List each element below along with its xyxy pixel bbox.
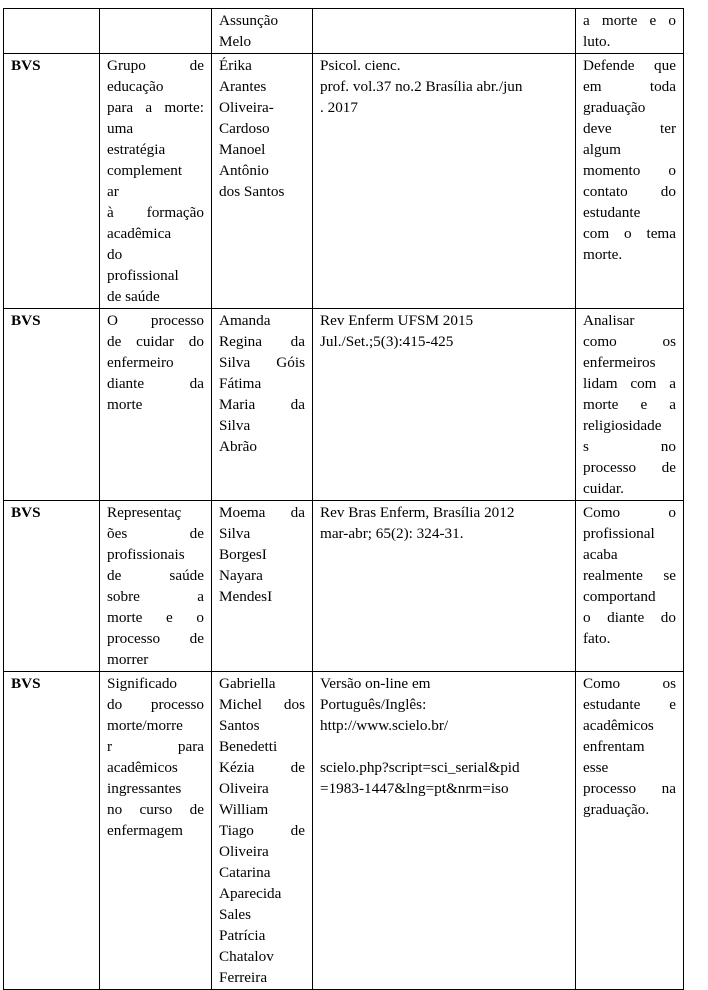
source-cell bbox=[313, 309, 576, 501]
cell-line: diante da bbox=[107, 375, 204, 392]
cell-line: enfrentam bbox=[583, 738, 645, 755]
cell-line: scielo.php?script=sci_serial&pid bbox=[320, 759, 520, 776]
table-row bbox=[4, 672, 684, 990]
cell-line: enfermagem bbox=[107, 822, 183, 839]
cell-line: mar-abr; 65(2): 324-31. bbox=[320, 525, 464, 542]
cell-line: acadêmica bbox=[107, 225, 172, 242]
title-cell bbox=[100, 501, 212, 672]
cell-line: momento o bbox=[583, 162, 676, 179]
cell-line: Significado bbox=[107, 675, 178, 692]
cell-line: Português/Inglês: bbox=[320, 696, 427, 713]
cell-line: contato do bbox=[583, 183, 676, 200]
cell-line: ingressantes bbox=[107, 780, 182, 797]
cell-line: Como o bbox=[583, 504, 676, 521]
cell-line: r para bbox=[107, 738, 204, 755]
cell-line: Psicol. cienc. bbox=[320, 57, 401, 74]
cell-line: Manoel bbox=[219, 141, 266, 158]
cell-line: MendesI bbox=[219, 588, 273, 605]
cell-line: com o tema bbox=[583, 225, 676, 242]
cell-line: do bbox=[107, 246, 123, 263]
cell-line: Regina da bbox=[219, 333, 305, 350]
cell-line: morte e o bbox=[107, 609, 204, 626]
cell-line: sobre a bbox=[107, 588, 204, 605]
cell-line: Rev Enferm UFSM 2015 bbox=[320, 312, 474, 329]
cell-line: algum bbox=[583, 141, 621, 158]
objective-cell bbox=[576, 309, 684, 501]
cell-line: Amanda bbox=[219, 312, 271, 329]
cell-line: Ferreira bbox=[219, 969, 268, 986]
cell-line: de cuidar do bbox=[107, 333, 204, 350]
cell-line: s no bbox=[583, 438, 676, 455]
cell-line: morrer bbox=[107, 651, 149, 668]
cell-line: enfermeiros bbox=[583, 354, 656, 371]
objective-cell bbox=[576, 9, 684, 54]
cell-line: cuidar. bbox=[583, 480, 624, 497]
cell-line: Moema da bbox=[219, 504, 305, 521]
cell-line: Como os bbox=[583, 675, 676, 692]
cell-line: Silva Góis bbox=[219, 354, 305, 371]
cell-line: deve ter bbox=[583, 120, 676, 137]
cell-line: ões de bbox=[107, 525, 204, 542]
cell-line: processo de bbox=[583, 459, 676, 476]
cell-line: graduação. bbox=[583, 801, 650, 818]
cell-line: uma bbox=[107, 120, 134, 137]
source-cell bbox=[313, 501, 576, 672]
cell-line: Defende que bbox=[583, 57, 676, 74]
cell-line: Gabriella bbox=[219, 675, 276, 692]
cell-line: Fátima bbox=[219, 375, 262, 392]
cell-line: Sales bbox=[219, 906, 252, 923]
cell-line: profissional bbox=[583, 525, 655, 542]
cell-line: no curso de bbox=[107, 801, 204, 818]
cell-line: Aparecida bbox=[219, 885, 282, 902]
cell-line: luto. bbox=[583, 33, 611, 50]
cell-line: Silva bbox=[219, 417, 251, 434]
cell-line: Oliveira bbox=[219, 843, 269, 860]
cell-line: http://www.scielo.br/ bbox=[320, 717, 449, 734]
cell-line: Antônio bbox=[219, 162, 269, 179]
cell-line: como os bbox=[583, 333, 676, 350]
cell-line: de saúde bbox=[107, 288, 160, 305]
cell-line: Chatalov bbox=[219, 948, 274, 965]
cell-line: Abrão bbox=[219, 438, 257, 455]
cell-line: a morte e o bbox=[583, 12, 676, 29]
cell-line: Analisar bbox=[583, 312, 635, 329]
cell-line: estratégia bbox=[107, 141, 166, 158]
cell-line: lidam com a bbox=[583, 375, 676, 392]
title-cell bbox=[100, 9, 212, 54]
cell-line: Michel dos bbox=[219, 696, 305, 713]
objective-cell bbox=[576, 54, 684, 309]
cell-line: em toda bbox=[583, 78, 676, 95]
cell-line: Grupo de bbox=[107, 57, 204, 74]
cell-line: Érika bbox=[219, 57, 252, 74]
cell-line: complement bbox=[107, 162, 183, 179]
cell-line: acadêmicos bbox=[107, 759, 178, 776]
database-cell bbox=[4, 9, 100, 54]
cell-line: para a morte: bbox=[107, 99, 204, 116]
cell-line: Kézia de bbox=[219, 759, 305, 776]
cell-line: estudante e bbox=[583, 696, 676, 713]
cell-line: acadêmicos bbox=[583, 717, 654, 734]
cell-line: enfermeiro bbox=[107, 354, 174, 371]
cell-line: Patrícia bbox=[219, 927, 266, 944]
cell-line: religiosidade bbox=[583, 417, 662, 434]
cell-line: morte/morre bbox=[107, 717, 183, 734]
cell-line: fato. bbox=[583, 630, 611, 647]
cell-line: William bbox=[219, 801, 269, 818]
cell-line: Melo bbox=[219, 33, 252, 50]
cell-line: Silva bbox=[219, 525, 251, 542]
cell-line: BorgesI bbox=[219, 546, 267, 563]
title-cell bbox=[100, 672, 212, 990]
authors-cell bbox=[212, 672, 313, 990]
cell-line: processo de bbox=[107, 630, 204, 647]
cell-line: Catarina bbox=[219, 864, 271, 881]
cell-line: morte. bbox=[583, 246, 623, 263]
cell-line: Arantes bbox=[219, 78, 267, 95]
cell-line: comportand bbox=[583, 588, 656, 605]
cell-line: Representaç bbox=[107, 504, 182, 521]
cell-line: o diante do bbox=[583, 609, 676, 626]
cell-line: morte bbox=[107, 396, 143, 413]
authors-cell bbox=[212, 54, 313, 309]
database-cell: BVS bbox=[4, 309, 100, 501]
cell-line: prof. vol.37 no.2 Brasília abr./jun bbox=[320, 78, 523, 95]
cell-line: realmente se bbox=[583, 567, 676, 584]
objective-cell bbox=[576, 501, 684, 672]
cell-line: Versão on-line em bbox=[320, 675, 431, 692]
cell-line: de saúde bbox=[107, 567, 204, 584]
table-body bbox=[4, 9, 684, 990]
source-cell bbox=[313, 54, 576, 309]
cell-line: à formação bbox=[107, 204, 204, 221]
cell-line: educação bbox=[107, 78, 164, 95]
cell-line: graduação bbox=[583, 99, 646, 116]
cell-line bbox=[320, 736, 568, 757]
references-table bbox=[3, 8, 684, 990]
title-cell bbox=[100, 309, 212, 501]
cell-line: Nayara bbox=[219, 567, 263, 584]
cell-line: profissional bbox=[107, 267, 179, 284]
cell-line: . 2017 bbox=[320, 99, 358, 116]
cell-line: profissionais bbox=[107, 546, 185, 563]
cell-line: Rev Bras Enferm, Brasília 2012 bbox=[320, 504, 515, 521]
cell-line: Benedetti bbox=[219, 738, 278, 755]
cell-line: Jul./Set.;5(3):415-425 bbox=[320, 333, 454, 350]
authors-cell bbox=[212, 501, 313, 672]
authors-cell bbox=[212, 309, 313, 501]
table-row bbox=[4, 9, 684, 54]
table-row bbox=[4, 54, 684, 309]
cell-line: processo na bbox=[583, 780, 676, 797]
database-cell: BVS bbox=[4, 54, 100, 309]
cell-line: do processo bbox=[107, 696, 204, 713]
table-row bbox=[4, 501, 684, 672]
cell-line: Tiago de bbox=[219, 822, 305, 839]
cell-line: dos Santos bbox=[219, 183, 285, 200]
cell-line: Santos bbox=[219, 717, 260, 734]
cell-line: Assunção bbox=[219, 12, 279, 29]
cell-line: =1983-1447&lng=pt&nrm=iso bbox=[320, 780, 509, 797]
table-row bbox=[4, 309, 684, 501]
source-cell bbox=[313, 9, 576, 54]
cell-line: ar bbox=[107, 183, 119, 200]
cell-line: O processo bbox=[107, 312, 204, 329]
authors-cell bbox=[212, 9, 313, 54]
source-cell bbox=[313, 672, 576, 990]
database-cell: BVS bbox=[4, 501, 100, 672]
cell-line: estudante bbox=[583, 204, 641, 221]
database-cell: BVS bbox=[4, 672, 100, 990]
objective-cell bbox=[576, 672, 684, 990]
cell-line: esse bbox=[583, 759, 609, 776]
cell-line: acaba bbox=[583, 546, 618, 563]
cell-line: Oliveira bbox=[219, 780, 269, 797]
cell-line: Cardoso bbox=[219, 120, 270, 137]
title-cell bbox=[100, 54, 212, 309]
cell-line: Oliveira- bbox=[219, 99, 274, 116]
cell-line: Maria da bbox=[219, 396, 305, 413]
cell-line: morte e a bbox=[583, 396, 676, 413]
